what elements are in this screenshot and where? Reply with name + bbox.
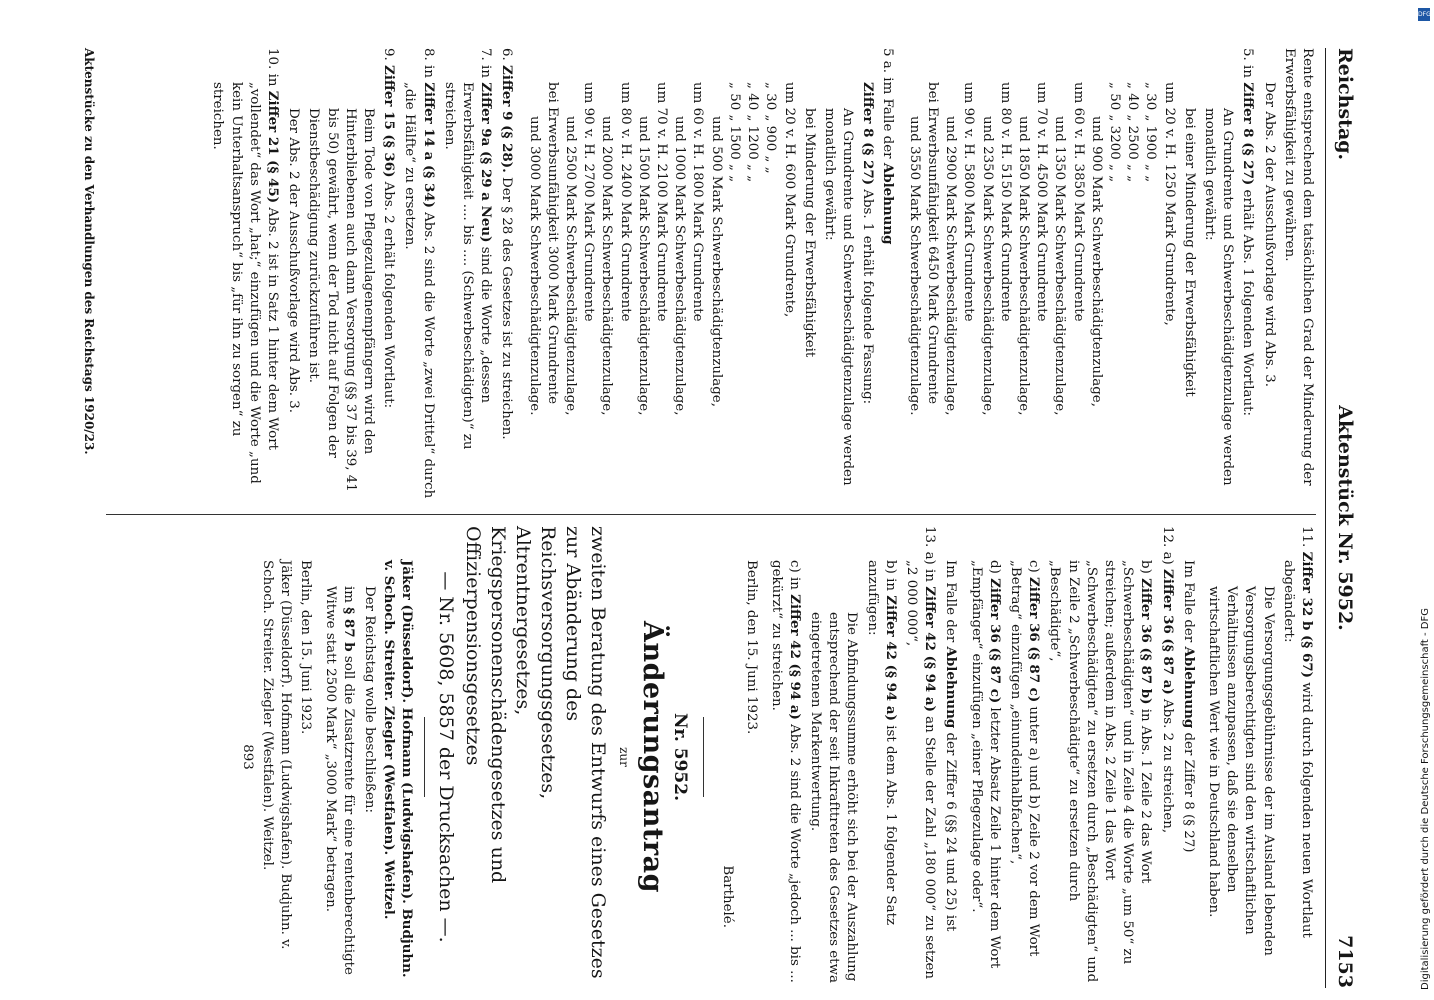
rate-row: um 70 v. H. 4500 Mark Grundrente <box>1034 82 1050 322</box>
intro-paragraph: Rente entsprechend dem tatsächlichen Grad der Minderung der Erwerbsfähigkeit zu gewähren. <box>1281 48 1315 486</box>
fall-6: Im Falle der Ablehnung der Ziffer 6 (§§ 24 und 25) ist <box>943 560 960 932</box>
column-divider <box>106 514 1316 515</box>
rate-row: um 70 v. H. 2100 Mark Grundrente <box>654 82 670 322</box>
rate-row: um 90 v. H. 5800 Mark Grundrente <box>961 82 977 322</box>
item-5-rate-table <box>905 48 1178 503</box>
signers-2: Jäker (Düsseldorf). Hofmann (Ludwigshafen). Budjuhn. v. Schoch. Streiter. Ziegler (Westfalen). Weitzel. <box>260 560 294 950</box>
rate-row: um 20 v. H. 600 Mark Grundrente, <box>781 82 797 318</box>
item-5: 5. in Ziffer 8 (§ 27) erhält Abs. 1 folgenden Wortlaut: <box>1240 48 1257 417</box>
rate-row: bei Erwerbsunfähigkeit 6450 Mark Grundrente <box>924 82 940 405</box>
item-9-quote: Beim Tode von Pflegezulagenempfängern wird den Hinterbliebenen auch dann Versorgung (§§ 37 bis 39, 41 bis 50) gewährt, wenn der Tod nicht auf Folgen der Dienstbeschädigung zurückzuführen ist. <box>306 108 377 492</box>
rate-row: und 2900 Mark Schwerbeschädigtenzulage, <box>943 116 959 416</box>
item-9: 9. Ziffer 15 (§ 36) Abs. 2 erhält folgenden Wortlaut: <box>381 48 398 409</box>
rate-row: und 900 Mark Schwerbeschädigtenzulage, <box>1088 116 1104 407</box>
item-11-quote: Die Versorgungsgebührnisse der im Ausland lebenden Versorgungsberechtigten sind den wirtschaftlichen Verhältnissen anzupassen, daß sie denselben wirtschaftlichen Wert wie in Deutschland haben. <box>1205 586 1276 956</box>
item-5-line1: An Grundrente und Schwerbeschädigtenzulage werden monatlich gewährt: <box>1201 108 1236 486</box>
item-10: 10. in Ziffer 21 (§ 45) Abs. 2 ist in Satz 1 hinter dem Wort „vollendet“ das Wort „hat;“ einzufügen und die Worte „und kein Unterhaltsanspruch“ bis „für ihn zu sorgen“ zu streichen. <box>210 48 282 484</box>
rate-row: und 1850 Mark Schwerbeschädigtenzulage, <box>1015 116 1031 416</box>
rate-row: und 2000 Mark Schwerbeschädigtenzulage, <box>599 116 615 416</box>
right-column <box>236 526 1316 988</box>
footer-left: Aktenstücke zu den Verhandlungen des Reichstags 1920/23. <box>82 48 96 455</box>
rate-row: und 3000 Mark Schwerbeschädigtenzulage. <box>526 116 542 416</box>
item-13-b: b) in Ziffer 42 (§ 94 a) ist dem Abs. 1 folgender Satz anzufügen: <box>864 560 899 926</box>
drucksachen: — Nr. 5608, 5857 der Drucksachen —. <box>435 571 458 943</box>
rate-row: um 20 v. H. 1250 Mark Grundrente, <box>1161 82 1177 326</box>
item-12-c: c) Ziffer 36 (§ 87 c) unter a) und b) Zeile 2 vor dem Wort „Betrag“ einzufügen „einundeinhalbfachen“, <box>1007 560 1043 957</box>
item-12-a: 12. a) Ziffer 36 (§ 87 a) Abs. 2 zu streichen, <box>1159 526 1176 834</box>
fall-8: Im Falle der Ablehnung der Ziffer 8 (§ 27) <box>1180 560 1197 853</box>
rate-row: und 1500 Mark Schwerbeschädigtenzulage, <box>635 116 651 416</box>
item-12-b: b) Ziffer 36 (§ 87 b) in Abs. 1 Zeile 2 das Wort „Schwerbeschädigten“ und in Zeile 4 die Worte „um 50“ zu streichen; außerdem in Abs. 2 Zeile 1 das Wort „Schwerbeschädigten“ zu ersetzen durch „Beschädigten“ und in Zeile 2 „Schwerbeschädigte“ zu ersetzen durch „Beschädigte“, <box>1047 560 1155 983</box>
rate-row: „ 40 „ 1200 „ „ <box>745 82 761 183</box>
rate-row: um 60 v. H. 1800 Mark Grundrente <box>690 82 706 322</box>
motion: im § 87 b soll die Zusatzrente für eine rentenberechtigte Witwe statt 2500 Mark“ „3000 Mark“ betragen. <box>322 586 357 975</box>
item-5a-line1: An Grundrente und Schwerbeschädigtenzulage werden monatlich gewährt: <box>821 108 856 486</box>
item-13-c: c) in Ziffer 42 (§ 94 a) Abs. 2 sind die Worte „jedoch ... bis ... gekürzt“ zu streichen. <box>768 560 803 983</box>
rate-row: und 1350 Mark Schwerbeschädigtenzulage, <box>1052 116 1068 416</box>
item-13-b-quote: Die Abfindungssumme erhöht sich bei der Auszahlung entsprechend der seit Inkrafttreten des Gesetzes etwa eingetretenen Markentwertung. <box>807 612 860 983</box>
signers: Jäker (Düsseldorf). Hofmann (Ludwigshafen). Budjuhn. v. Schoch. Streiter. Ziegler (Westfalen). Weitzel. <box>381 560 416 978</box>
item-9-after: Der Abs. 2 der Ausschußvorlage wird Abs. 3. <box>286 108 302 414</box>
motion-intro: Der Reichstag wolle beschließen: <box>362 586 378 814</box>
dfg-logo: DFG <box>1418 8 1430 21</box>
date-1: Berlin, den 15. Juni 1923. <box>744 560 760 735</box>
rate-row: und 2500 Mark Schwerbeschädigtenzulage, <box>563 116 579 416</box>
title-zur: zur <box>616 747 631 767</box>
rate-row: um 60 v. H. 3850 Mark Grundrente <box>1070 82 1086 322</box>
page-code: 893 <box>239 744 255 770</box>
rate-row: bei Erwerbsunfähigkeit 3000 Mark Grundrente <box>544 82 560 405</box>
rate-row: „ 50 „ 3200 „ „ <box>1106 82 1122 183</box>
item-8: 8. in Ziffer 14 a (§ 34) Abs. 2 sind die Worte „zwei Drittel“ durch „die Hälfte“ zu ersetzen. <box>402 48 437 499</box>
page-number: 7153 <box>1334 935 1356 988</box>
item-13-a: 13. a) in Ziffer 42 (§ 94 a) an Stelle der Zahl „180 000“ zu setzen „2 000 000“, <box>903 526 939 980</box>
rate-row: und 1000 Mark Schwerbeschädigtenzulage, <box>672 116 688 416</box>
document-number: Nr. 5952. <box>669 712 690 801</box>
subject: zweiten Beratung des Entwurfs eines Gesetzes zur Abänderung des Reichsversorgungsgesetzes, Altrentnergesetzes, Kriegspersonenschädengesetzes und Offizierpensionsgesetzes <box>462 526 610 979</box>
item-5-line2: bei einer Minderung der Erwerbsfähigkeit <box>1181 108 1197 397</box>
rate-row: „ 30 „ 900 „ „ <box>763 82 779 174</box>
rate-row: um 90 v. H. 2700 Mark Grundrente <box>581 82 597 322</box>
item-5a: 5 a. im Falle der Ablehnung Ziffer 8 (§ 27) Abs. 1 erhält folgende Fassung: <box>860 48 896 405</box>
rate-row: und 3550 Mark Schwerbeschädigtenzulage. <box>906 116 922 416</box>
intro-paragraph-2: Der Abs. 2 der Ausschußvorlage wird Abs. 3. <box>1261 82 1277 388</box>
date-2: Berlin, den 15. Juni 1923. <box>298 560 314 735</box>
rate-row: „ 40 „ 2500 „ „ <box>1125 82 1141 183</box>
header-left: Reichstag. <box>1334 48 1356 161</box>
rate-row: und 500 Mark Schwerbeschädigtenzulage, <box>708 116 724 407</box>
item-5a-line2: bei Minderung der Erwerbsfähigkeit <box>801 108 817 358</box>
section-divider-2 <box>425 717 426 797</box>
item-6: 6. Ziffer 9 (§ 28). Der § 28 des Gesetzes ist zu streichen. <box>499 48 516 440</box>
digitization-note: Digitalisierung gefördert durch die Deutsche Forschungsgemeinschaft - DFG <box>1420 607 1431 990</box>
header-center: Aktenstück Nr. 5952. <box>1334 405 1356 631</box>
rate-row: und 2350 Mark Schwerbeschädigtenzulage, <box>979 116 995 416</box>
left-column <box>206 48 1316 503</box>
rate-row: „ 50 „ 1500 „ „ <box>726 82 742 183</box>
section-divider <box>703 717 704 797</box>
item-11: 11. Ziffer 32 b (§ 67) wird durch folgenden neuen Wortlaut abgeändert: <box>1280 526 1315 938</box>
rate-row: um 80 v. H. 2400 Mark Grundrente <box>617 82 633 322</box>
signer-1: Barthelé. <box>720 865 736 928</box>
page-header <box>1325 48 1360 988</box>
item-12-d: d) Ziffer 36 (§ 87 c) letzter Absatz Zeile 1 hinter dem Wort „Empfänger“ einzufügen „einer Pflegezulage oder“. <box>968 560 1003 969</box>
rate-row: „ 30 „ 1900 „ „ <box>1143 82 1159 183</box>
item-7: 7. in Ziffer 9a (§ 29 a Neu) sind die Worte „dessen Erwerbsfähigkeit .... bis .... (Schwerbeschädigten)“ zu streichen. <box>441 48 495 450</box>
document-title: Änderungsantrag <box>636 621 668 893</box>
document-page <box>60 48 1360 988</box>
rate-row: um 80 v. H. 5150 Mark Grundrente <box>997 82 1013 322</box>
item-5a-rate-table <box>524 48 797 503</box>
